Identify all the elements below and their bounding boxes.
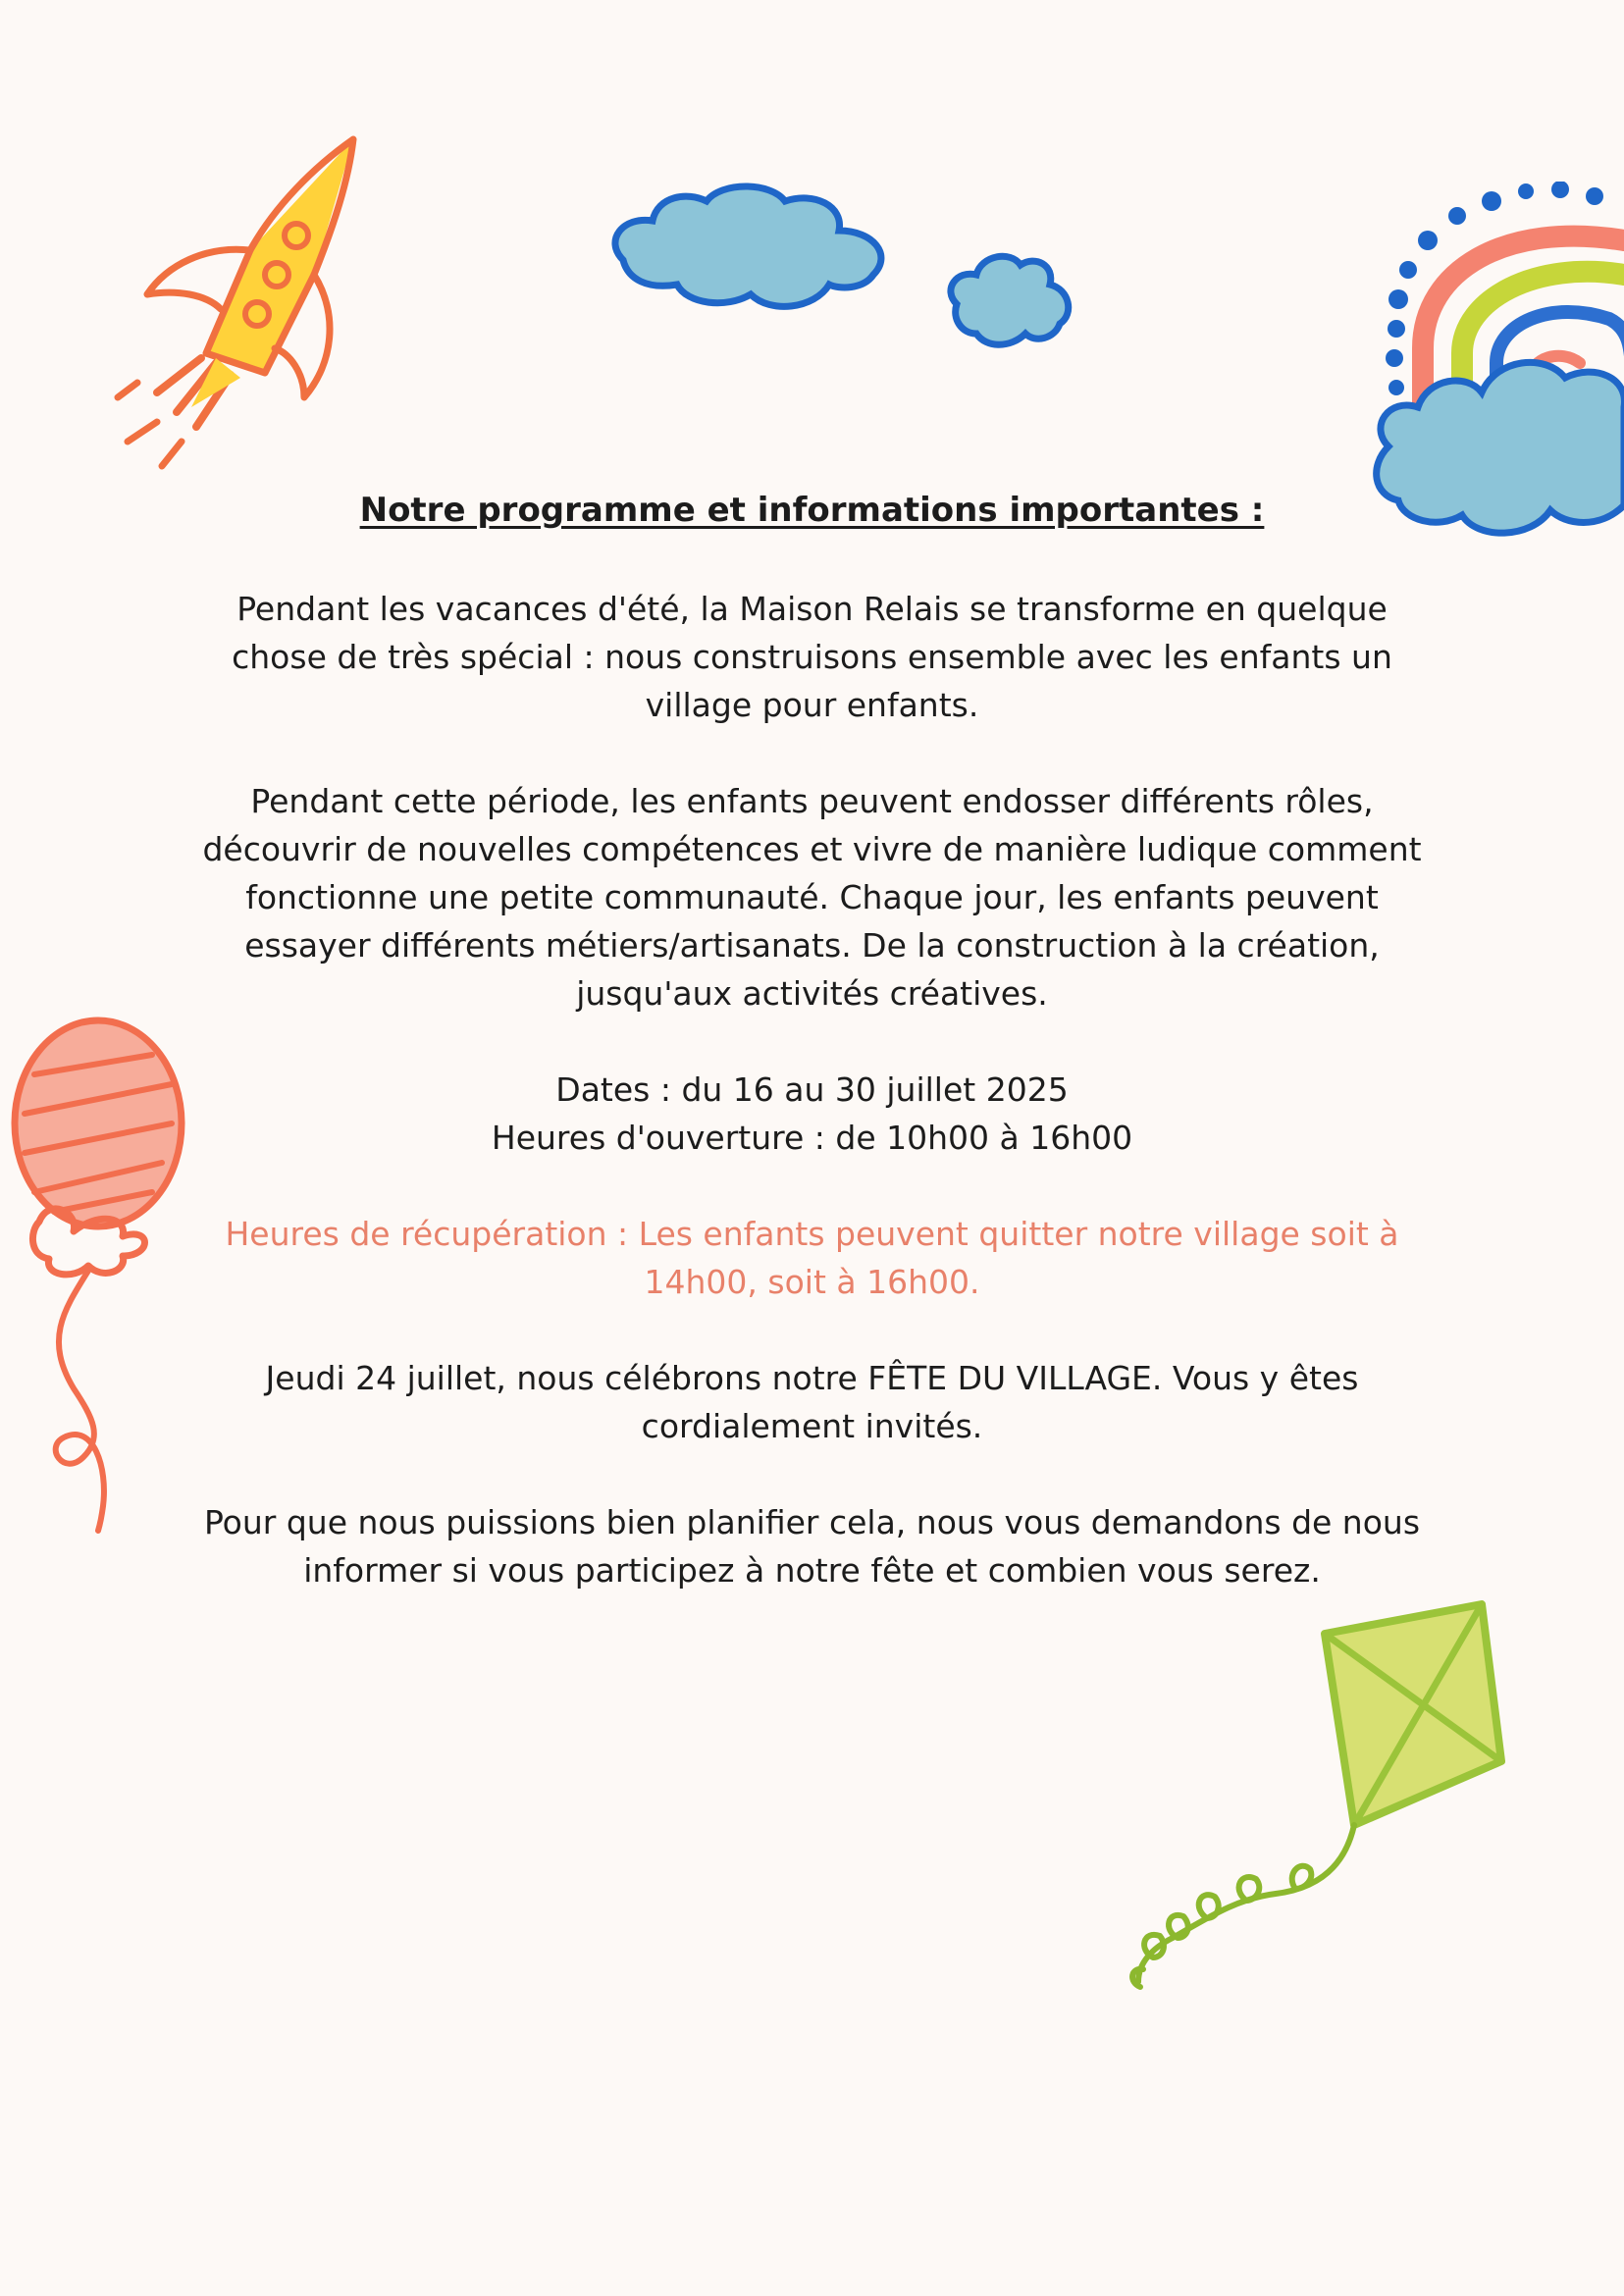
description-paragraph: Pendant cette période, les enfants peuvent endosser différents rôles, découvrir de nouvelles compétences et vivre de manière ludique comment fonctionne une petite communauté. Chaque jour, les enfants peuvent essayer différents métiers/artisanats. De la construction à la création, jusqu'aux activités créatives. <box>202 782 1422 1013</box>
kite-icon <box>1119 1594 1521 2016</box>
document-body <box>137 491 1487 1643</box>
schedule-block <box>137 1066 1487 1162</box>
opening-hours-text: Heures d'ouverture : de 10h00 à 16h00 <box>491 1119 1133 1157</box>
page-title: Notre programme et informations importantes : <box>359 491 1265 530</box>
pickup-hours-paragraph: Heures de récupération : Les enfants peuvent quitter notre village soit à 14h00, soit à 16h00. <box>225 1215 1399 1301</box>
village-festival-paragraph: Jeudi 24 juillet, nous célébrons notre FÊTE DU VILLAGE. Vous y êtes cordialement invités. <box>265 1359 1359 1445</box>
dates-text: Dates : du 16 au 30 juillet 2025 <box>555 1070 1069 1109</box>
rocket-icon <box>69 128 432 491</box>
cloud-icon <box>603 182 908 319</box>
cloud-icon <box>942 250 1079 358</box>
intro-paragraph: Pendant les vacances d'été, la Maison Relais se transforme en quelque chose de très spécial : nous construisons ensemble avec les enfants un village pour enfants. <box>232 590 1392 724</box>
rsvp-paragraph: Pour que nous puissions bien planifier cela, nous vous demandons de nous informer si vous participez à notre fête et combien vous serez. <box>203 1503 1421 1590</box>
